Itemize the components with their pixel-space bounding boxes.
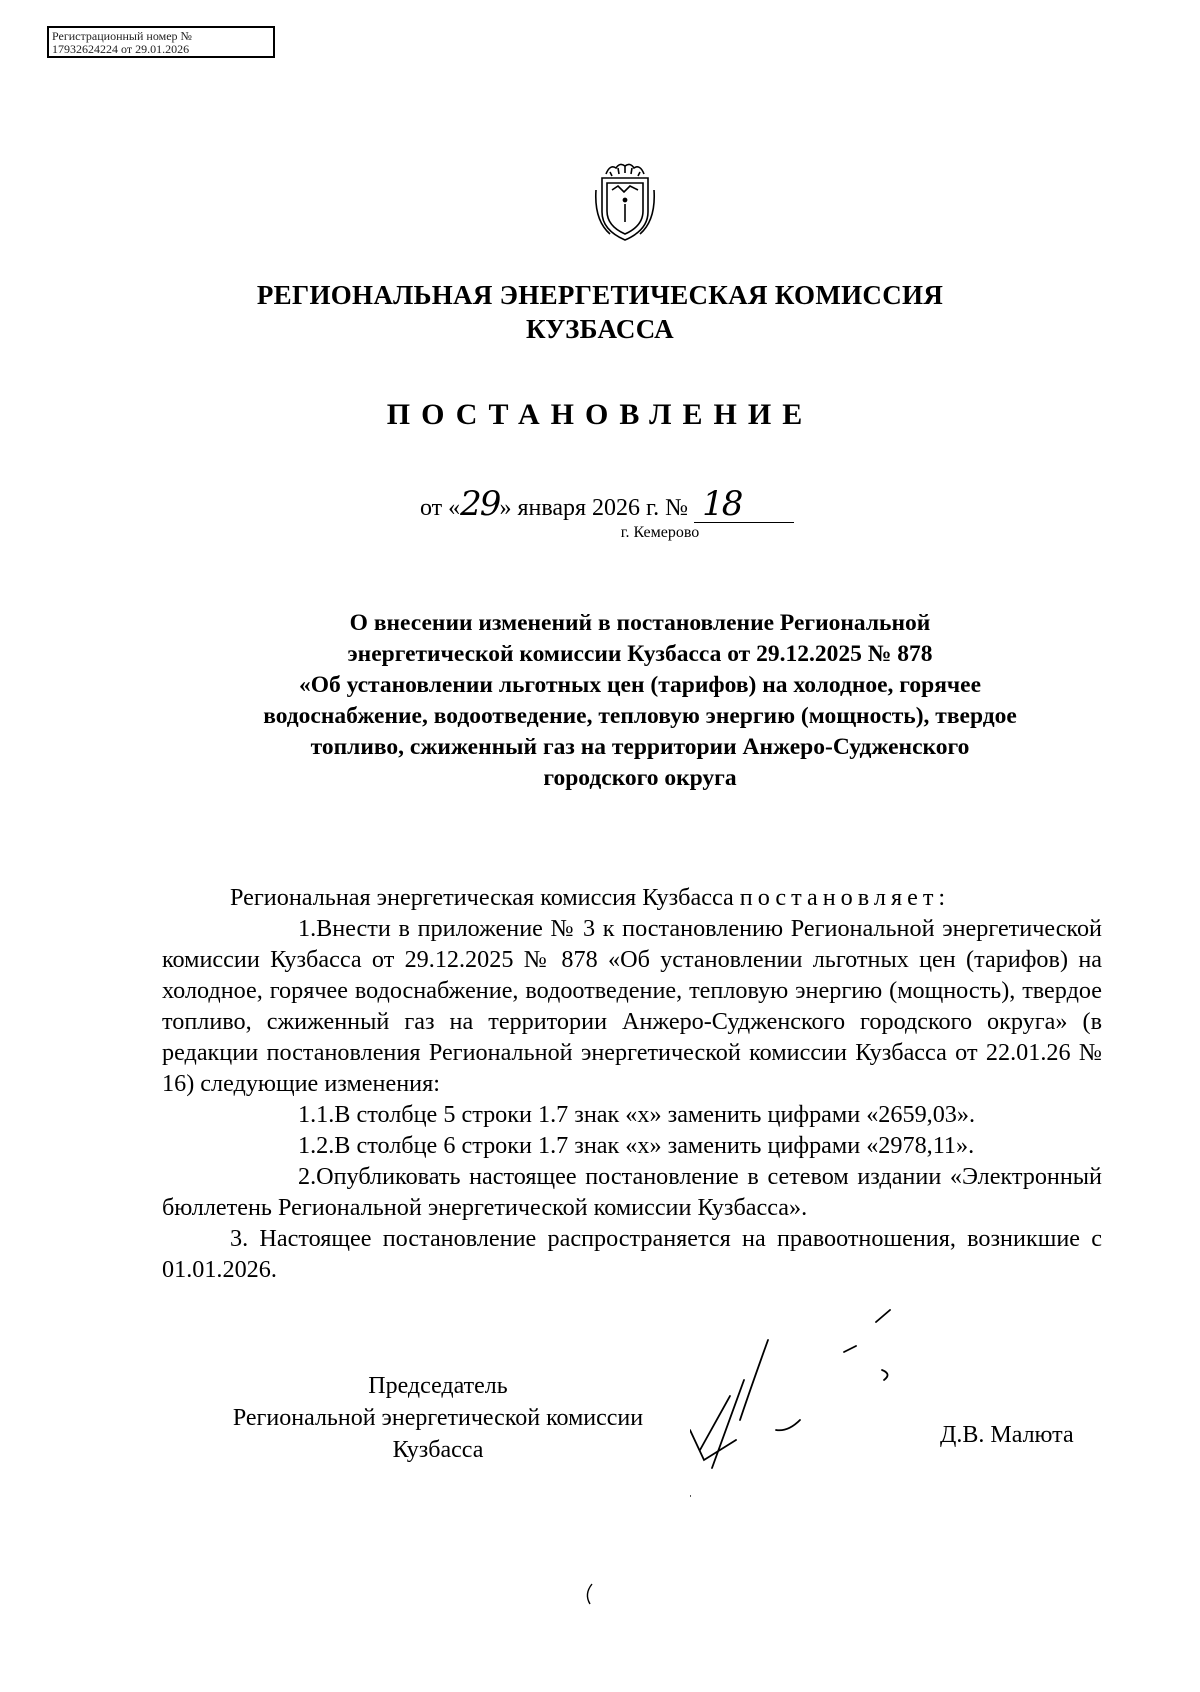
registration-label: Регистрационный номер № xyxy=(52,30,192,43)
title-line-1: О внесении изменений в постановление Региональной xyxy=(349,610,931,636)
paragraph-1-1-number: 1.1. xyxy=(298,1101,335,1128)
date-prefix: от « xyxy=(420,495,461,521)
paragraph-1-2-number: 1.2. xyxy=(298,1132,335,1159)
intro-text: Региональная энергетическая комиссия Кузбасса xyxy=(230,884,734,911)
title-line-6: городского округа xyxy=(543,765,737,791)
paragraph-2-number: 2. xyxy=(298,1163,317,1190)
signatory-position xyxy=(178,1370,698,1466)
paragraph-1-text: Внести в приложение № 3 к постановлению Региональной энергетической комиссии Кузбасса от 29.12.2025 № 878 «Об установлении льготных цен (тарифов) на холодное, горячее водоснабжение, водоотведение, тепловую энергию (мощность), твердое топливо, сжиженный газ на территории Анжеро-Судженского городского округа» (в редакции постановления Региональной энергетической комиссии Кузбасса от 22.01.26 № 16) следующие изменения: xyxy=(162,915,1102,1097)
organization-line-1: РЕГИОНАЛЬНАЯ ЭНЕРГЕТИЧЕСКАЯ КОМИССИЯ xyxy=(256,280,944,310)
paragraph-1-2 xyxy=(162,1130,1102,1161)
paragraph-1 xyxy=(162,913,1102,1099)
intro-paragraph xyxy=(162,882,1102,913)
title-line-5: топливо, сжиженный газ на территории Анжеро-Судженского xyxy=(310,734,970,760)
signatory-role-line-2: Региональной энергетической комиссии xyxy=(232,1405,644,1431)
signatory-role-line-1: Председатель xyxy=(368,1373,508,1399)
date-day-handwritten: 29 xyxy=(460,484,500,524)
stray-mark-icon xyxy=(580,1580,600,1610)
organization-line-2: КУЗБАССА xyxy=(526,314,674,344)
signatory-role-line-3: Кузбасса xyxy=(392,1437,484,1463)
registration-stamp xyxy=(47,26,275,58)
paragraph-3: 3. Настоящее постановление распространяется на правоотношения, возникшие с 01.01.2026. xyxy=(162,1225,1102,1283)
paragraph-1-number: 1. xyxy=(298,915,317,942)
registration-number: 17932624224 от 29.01.2026 xyxy=(52,43,190,56)
document-body xyxy=(162,882,1102,1285)
document-number-handwritten: 18 xyxy=(702,484,742,524)
paragraph-2 xyxy=(162,1161,1102,1223)
document-city: г. Кемерово xyxy=(620,524,700,541)
paragraph-2-text: Опубликовать настоящее постановление в сетевом издании «Электронный бюллетень Региональной энергетической комиссии Кузбасса». xyxy=(162,1163,1102,1221)
title-line-2: энергетической комиссии Кузбасса от 29.12.2025 № 878 xyxy=(347,641,933,667)
paragraph-1-1 xyxy=(162,1099,1102,1130)
paragraph-1-1-text: В столбце 5 строки 1.7 знак «х» заменить цифрами «2659,03». xyxy=(334,1101,976,1128)
document-type: ПОСТАНОВЛЕНИЕ xyxy=(386,398,814,431)
document-date-line xyxy=(420,484,794,524)
handwritten-signature-icon xyxy=(690,1300,970,1550)
document-number-field xyxy=(694,484,794,524)
organization-name xyxy=(0,278,1200,346)
date-middle: » января 2026 г. № xyxy=(499,495,689,521)
intro-verb: постановляет: xyxy=(739,884,951,911)
title-line-4: водоснабжение, водоотведение, тепловую энергию (мощность), твердое xyxy=(263,703,1017,729)
paragraph-1-2-text: В столбце 6 строки 1.7 знак «х» заменить цифрами «2978,11». xyxy=(334,1132,975,1159)
signatory-name: Д.В. Малюта xyxy=(940,1422,1074,1448)
coat-of-arms-icon xyxy=(590,160,660,244)
document-title xyxy=(170,608,1110,794)
title-line-3: «Об установлении льготных цен (тарифов) на холодное, горячее xyxy=(298,672,982,698)
